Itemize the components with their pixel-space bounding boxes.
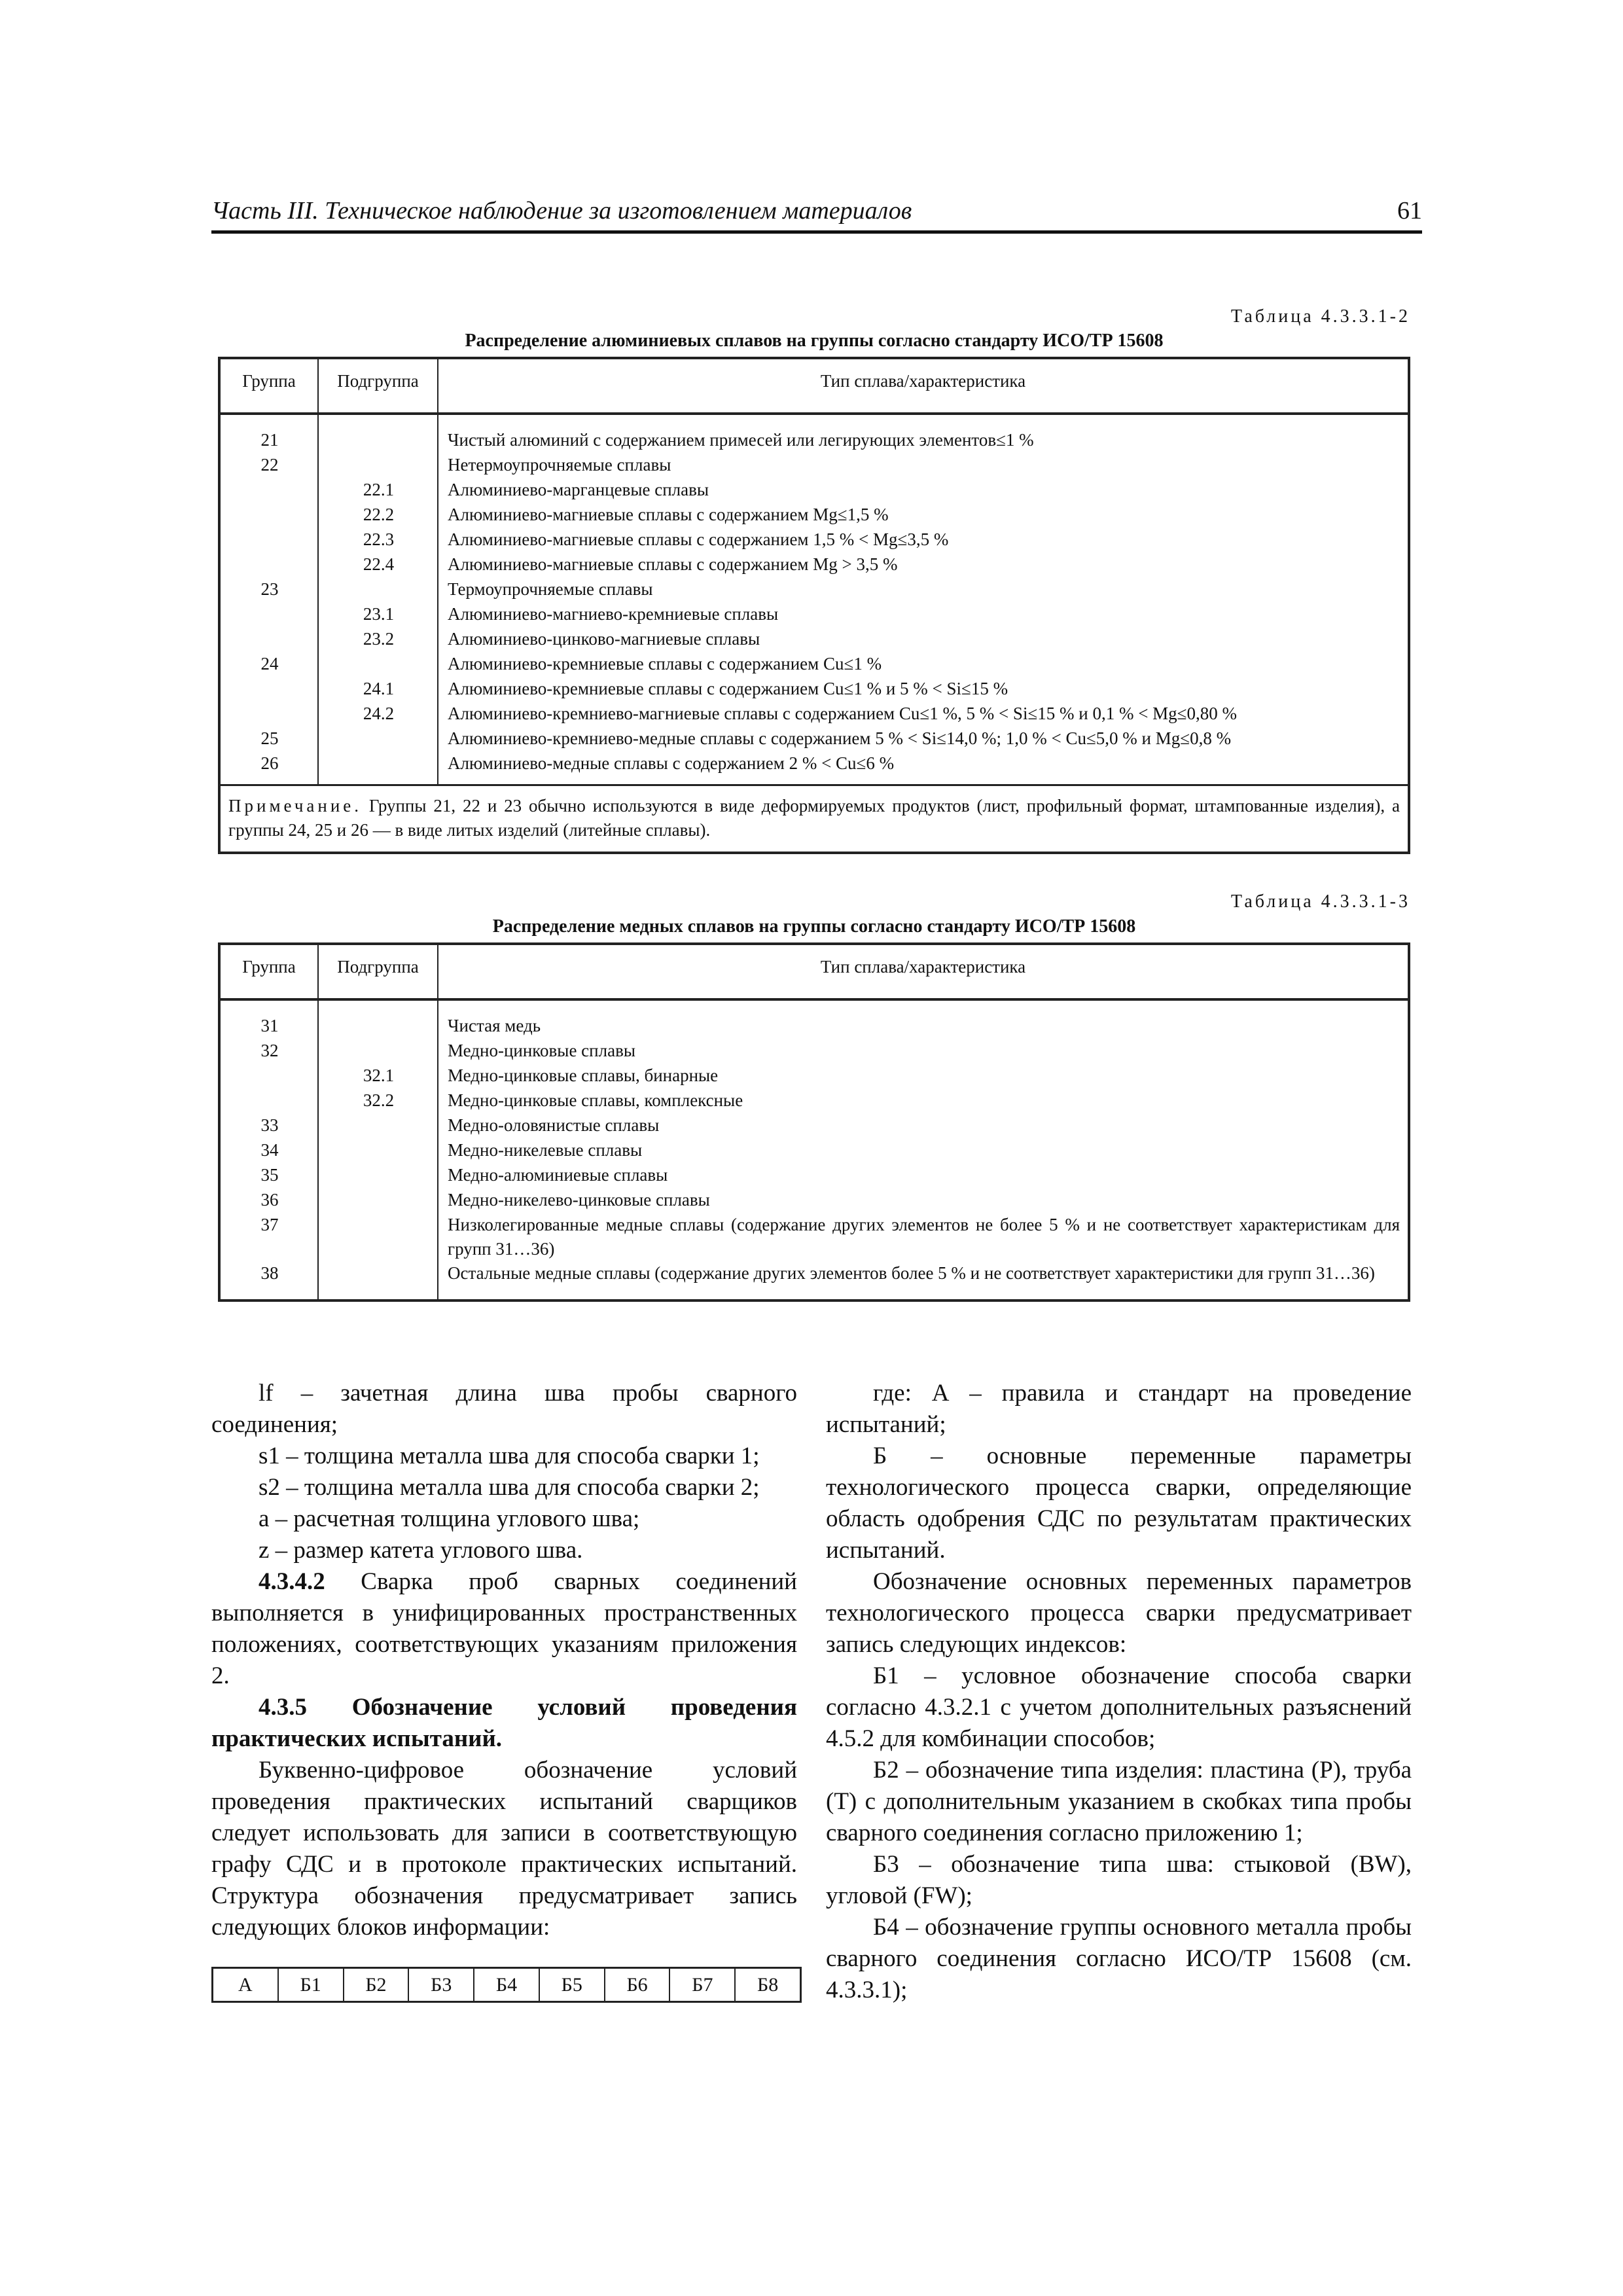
table-row — [221, 627, 1408, 652]
type-cell: Нетермоупрочняемые сплавы — [448, 455, 671, 475]
table-row — [221, 1138, 1408, 1163]
header-rule — [211, 230, 1422, 234]
table-row — [221, 1213, 1408, 1261]
type-cell: Медно-оловянистые сплавы — [448, 1115, 660, 1135]
type-cell: Остальные медные сплавы (содержание других элементов более 5 % и не соответствует характеристики для групп 31…36) — [448, 1263, 1375, 1283]
type-cell: Алюминиево-кремниево-медные сплавы с содержанием 5 % < Si≤14,0 %; 1,0 % < Cu≤5,0 % и Mg≤0,8 % — [448, 728, 1232, 748]
table-header-row — [221, 359, 1408, 415]
block-cell: Б8 — [757, 1974, 779, 1996]
block-cell: Б4 — [474, 1969, 540, 2001]
paragraph-b2: Б2 – обозначение типа изделия: пластина (Р), труба (Т) с дополнительным указанием в скобках типа пробы сварного соединения согласно приложению 1; — [826, 1757, 1412, 1846]
subgroup-cell: 22.4 — [363, 554, 395, 574]
table-row — [221, 577, 1408, 602]
aluminium-groups-table — [218, 357, 1410, 854]
block-cell: Б1 — [279, 1969, 344, 2001]
copper-groups-table — [218, 942, 1410, 1302]
type-cell: Медно-цинковые сплавы — [448, 1041, 635, 1060]
type-cell: Алюминиево-магниевые сплавы с содержанием 1,5 % < Mg≤3,5 % — [448, 529, 949, 549]
note-label: Примечание. — [228, 796, 363, 816]
table-row — [221, 751, 1408, 776]
table-caption-3: Распределение медных сплавов на группы согласно стандарту ИСО/ТР 15608 — [492, 916, 1136, 937]
clause-text: Сварка проб сварных соединений выполняется в унифицированных пространственных положениях, соответствующих указаниям приложения 2. — [211, 1568, 797, 1689]
group-cell: 23 — [260, 579, 279, 599]
table-body — [221, 415, 1408, 784]
table-row — [221, 552, 1408, 577]
subgroup-cell: 32.1 — [363, 1066, 395, 1085]
group-cell: 21 — [260, 430, 279, 450]
type-cell: Алюминиево-магниево-кремниевые сплавы — [448, 604, 779, 624]
block-cell: Б3 — [409, 1969, 474, 2001]
group-cell: 36 — [260, 1190, 279, 1210]
table-row — [221, 478, 1408, 503]
type-cell: Чистая медь — [448, 1016, 541, 1035]
paragraph-where-a: где: А – правила и стандарт на проведение испытаний; — [826, 1380, 1412, 1438]
table-row — [221, 528, 1408, 552]
table-row — [221, 428, 1408, 453]
table-row — [221, 1163, 1408, 1188]
block-cell: Б2 — [344, 1969, 410, 2001]
table-row — [221, 1039, 1408, 1064]
definition-lf: lf – зачетная длина шва пробы сварного соединения; — [211, 1380, 797, 1438]
paragraph-indices: Обозначение основных переменных параметров технологического процесса сварки предусматривает запись следующих индексов: — [826, 1568, 1412, 1658]
type-cell: Алюминиево-кремниевые сплавы с содержанием Cu≤1 % и 5 % < Si≤15 % — [448, 679, 1008, 698]
subgroup-cell: 23.2 — [363, 629, 395, 649]
left-text-column — [211, 1378, 797, 1943]
type-cell: Медно-цинковые сплавы, комплексные — [448, 1090, 743, 1110]
table-caption-2: Распределение алюминиевых сплавов на группы согласно стандарту ИСО/ТР 15608 — [465, 331, 1164, 351]
type-cell: Алюминиево-марганцевые сплавы — [448, 480, 709, 499]
type-cell: Чистый алюминий с содержанием примесей или легирующих элементов≤1 % — [448, 430, 1034, 450]
definition-z: z – размер катета углового шва. — [259, 1537, 583, 1564]
definition-s1: s1 – толщина металла шва для способа сварки 1; — [259, 1443, 760, 1469]
table-row — [221, 602, 1408, 627]
subgroup-cell: 32.2 — [363, 1090, 395, 1110]
section-heading-4-3-5: 4.3.5 Обозначение условий проведения практических испытаний. — [211, 1694, 797, 1752]
table-row — [221, 652, 1408, 677]
paragraph-b4: Б4 – обозначение группы основного металла пробы сварного соединения согласно ИСО/ТР 15608 (см. 4.3.3.1); — [826, 1914, 1412, 2003]
subgroup-cell: 22.1 — [363, 480, 395, 499]
header-group: Группа — [242, 371, 296, 391]
right-text-column — [826, 1378, 1412, 2006]
type-cell: Медно-никелево-цинковые сплавы — [448, 1190, 710, 1210]
subgroup-cell: 22.3 — [363, 529, 395, 549]
header-type: Тип сплава/характеристика — [820, 957, 1026, 977]
table-row — [221, 1261, 1408, 1286]
type-cell: Термоупрочняемые сплавы — [448, 579, 653, 599]
type-cell: Медно-цинковые сплавы, бинарные — [448, 1066, 719, 1085]
group-cell: 32 — [260, 1041, 279, 1060]
group-cell: 37 — [260, 1215, 279, 1234]
type-cell: Алюминиево-кремниево-магниевые сплавы с содержанием Cu≤1 %, 5 % < Si≤15 % и 0,1 % < Mg≤0,80 % — [448, 704, 1237, 723]
paragraph-b1: Б1 – условное обозначение способа сварки согласно 4.3.2.1 с учетом дополнительных разъяснений 4.5.2 для комбинации способов; — [826, 1662, 1412, 1752]
definition-a: a – расчетная толщина углового шва; — [259, 1505, 640, 1532]
type-cell: Алюминиево-цинково-магниевые сплавы — [448, 629, 760, 649]
table-number-2: Таблица 4.3.3.1-2 — [1230, 306, 1410, 327]
table-number-3: Таблица 4.3.3.1-3 — [1230, 891, 1410, 912]
subgroup-cell: 24.2 — [363, 704, 395, 723]
table-note — [221, 784, 1408, 852]
table-row — [221, 1188, 1408, 1213]
group-cell: 33 — [260, 1115, 279, 1135]
group-cell: 24 — [260, 654, 279, 673]
table-row — [221, 702, 1408, 726]
group-cell: 26 — [260, 753, 279, 773]
clause-number: 4.3.4.2 — [259, 1568, 325, 1595]
block-cell: А — [213, 1969, 279, 2001]
table-body — [221, 1001, 1408, 1299]
group-cell: 31 — [260, 1016, 279, 1035]
table-row — [221, 1014, 1408, 1039]
type-cell: Алюминиево-магниевые сплавы с содержанием Mg≤1,5 % — [448, 505, 889, 524]
page-number: 61 — [1397, 197, 1422, 224]
paragraph-4-3-4-2 — [211, 1566, 797, 1692]
type-cell: Алюминиево-медные сплавы с содержанием 2 % < Cu≤6 % — [448, 753, 895, 773]
subgroup-cell: 23.1 — [363, 604, 395, 624]
group-cell: 35 — [260, 1165, 279, 1185]
table-row — [221, 1088, 1408, 1113]
table-row — [221, 503, 1408, 528]
table-row — [221, 1064, 1408, 1088]
table-row — [221, 677, 1408, 702]
subgroup-cell: 22.2 — [363, 505, 395, 524]
block-cell: Б7 — [670, 1969, 736, 2001]
table-header-row — [221, 945, 1408, 1001]
group-cell: 38 — [260, 1263, 279, 1283]
paragraph-b3: Б3 – обозначение типа шва: стыковой (BW), угловой (FW); — [826, 1851, 1412, 1909]
type-cell: Медно-никелевые сплавы — [448, 1140, 643, 1160]
header-subgroup: Подгруппа — [337, 371, 419, 391]
header-type: Тип сплава/характеристика — [820, 371, 1026, 391]
type-cell: Медно-алюминиевые сплавы — [448, 1165, 668, 1185]
header-subgroup: Подгруппа — [337, 957, 419, 977]
group-cell: 22 — [260, 455, 279, 475]
running-header-title: Часть III. Техническое наблюдение за изготовлением материалов — [211, 197, 912, 224]
designation-blocks-table — [211, 1967, 802, 2003]
table-row — [221, 726, 1408, 751]
group-cell: 34 — [260, 1140, 279, 1160]
type-cell: Алюминиево-магниевые сплавы с содержанием Mg > 3,5 % — [448, 554, 898, 574]
table-row — [221, 453, 1408, 478]
block-cell: Б6 — [605, 1969, 671, 2001]
table-row — [221, 1113, 1408, 1138]
note-text: Группы 21, 22 и 23 обычно используются в виде деформируемых продуктов (лист, профильный формат, штампованные изделия), а группы 24, 25 и 26 — в виде литых изделий (литейные сплавы). — [228, 796, 1400, 840]
paragraph-4-3-5: Буквенно-цифровое обозначение условий проведения практических испытаний сварщиков следует использовать для записи в соответствующую графу СДС и в протоколе практических испытаний. Структура обозначения предусматривает запись следующих блоков информации: — [211, 1757, 797, 1941]
group-cell: 25 — [260, 728, 279, 748]
subgroup-cell: 24.1 — [363, 679, 395, 698]
type-cell: Алюминиево-кремниевые сплавы с содержанием Cu≤1 % — [448, 654, 882, 673]
type-cell: Низколегированные медные сплавы (содержание других элементов не более 5 % и не соответствует характеристикам для групп 31…36) — [448, 1215, 1400, 1259]
paragraph-b: Б – основные переменные параметры технологического процесса сварки, определяющие область одобрения СДС по результатам практических испытаний. — [826, 1443, 1412, 1564]
block-cell: Б5 — [540, 1969, 605, 2001]
definition-s2: s2 – толщина металла шва для способа сварки 2; — [259, 1474, 760, 1501]
header-group: Группа — [242, 957, 296, 977]
